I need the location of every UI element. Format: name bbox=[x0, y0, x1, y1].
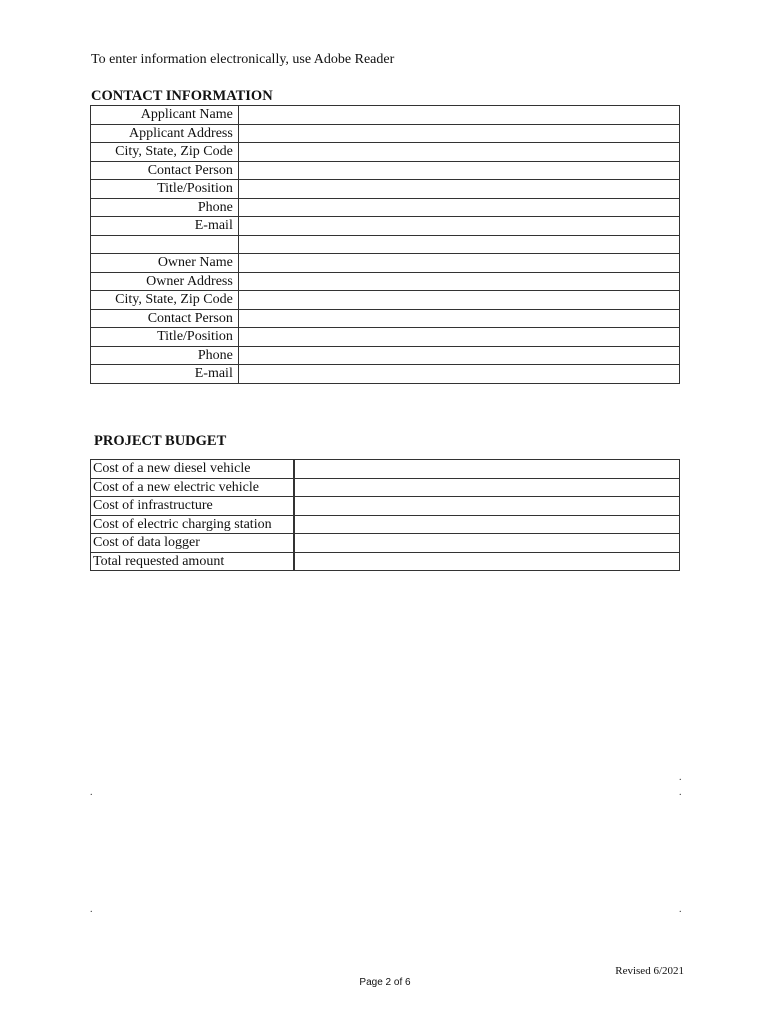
contact-row bbox=[91, 143, 680, 162]
contact-field-input[interactable] bbox=[241, 236, 674, 253]
contact-field-input[interactable] bbox=[241, 254, 674, 271]
contact-field-input[interactable] bbox=[241, 162, 674, 179]
contact-row bbox=[91, 309, 680, 328]
budget-field-label: Cost of data logger bbox=[91, 534, 294, 553]
budget-field-input[interactable] bbox=[297, 516, 674, 533]
contact-field-cell bbox=[238, 217, 679, 236]
contact-field-label: Contact Person bbox=[91, 161, 239, 180]
contact-row bbox=[91, 272, 680, 291]
revision-note: Revised 6/2021 bbox=[615, 965, 684, 977]
contact-row bbox=[91, 106, 680, 125]
contact-row bbox=[91, 161, 680, 180]
contact-row bbox=[91, 254, 680, 273]
contact-field-input[interactable] bbox=[241, 106, 674, 123]
budget-field-input[interactable] bbox=[297, 553, 674, 570]
budget-field-cell bbox=[294, 534, 680, 553]
contact-field-cell bbox=[238, 198, 679, 217]
budget-field-cell bbox=[294, 552, 680, 571]
instruction-text: To enter information electronically, use Adobe Reader bbox=[91, 52, 395, 67]
budget-field-cell bbox=[294, 478, 680, 497]
budget-field-input[interactable] bbox=[297, 497, 674, 514]
contact-information-heading: CONTACT INFORMATION bbox=[91, 88, 273, 104]
contact-field-cell bbox=[238, 328, 679, 347]
dot-mark: . bbox=[90, 787, 93, 798]
contact-field-cell bbox=[238, 235, 679, 254]
project-budget-heading: PROJECT BUDGET bbox=[94, 433, 227, 449]
contact-row bbox=[91, 365, 680, 384]
contact-row bbox=[91, 198, 680, 217]
contact-field-input[interactable] bbox=[241, 143, 674, 160]
contact-field-label: E-mail bbox=[91, 217, 239, 236]
contact-field-input[interactable] bbox=[241, 217, 674, 234]
contact-field-label: Title/Position bbox=[91, 180, 239, 199]
contact-field-input[interactable] bbox=[241, 199, 674, 216]
budget-field-cell bbox=[294, 497, 680, 516]
budget-field-cell bbox=[294, 515, 680, 534]
contact-field-input[interactable] bbox=[241, 347, 674, 364]
contact-row bbox=[91, 346, 680, 365]
dot-mark: . bbox=[90, 904, 93, 915]
contact-row bbox=[91, 235, 680, 254]
contact-field-cell bbox=[238, 106, 679, 125]
page-number: Page 2 of 6 bbox=[359, 977, 411, 988]
contact-field-cell bbox=[238, 272, 679, 291]
budget-field-label: Cost of a new electric vehicle bbox=[91, 478, 294, 497]
contact-field-label: Applicant Name bbox=[91, 106, 239, 125]
contact-field-cell bbox=[238, 180, 679, 199]
budget-field-cell bbox=[294, 460, 680, 479]
contact-field-cell bbox=[238, 291, 679, 310]
contact-field-label: City, State, Zip Code bbox=[91, 291, 239, 310]
dot-mark: . bbox=[679, 904, 682, 915]
contact-field-cell bbox=[238, 254, 679, 273]
contact-field-cell bbox=[238, 161, 679, 180]
contact-row bbox=[91, 180, 680, 199]
dot-mark: . bbox=[679, 787, 682, 798]
contact-field-cell bbox=[238, 309, 679, 328]
contact-field-label: Owner Name bbox=[91, 254, 239, 273]
contact-field-label: City, State, Zip Code bbox=[91, 143, 239, 162]
project-budget-table bbox=[90, 459, 680, 571]
contact-field-label: Owner Address bbox=[91, 272, 239, 291]
contact-field-label: Title/Position bbox=[91, 328, 239, 347]
budget-row bbox=[91, 460, 680, 479]
contact-field-cell bbox=[238, 124, 679, 143]
contact-row bbox=[91, 291, 680, 310]
budget-field-label: Cost of infrastructure bbox=[91, 497, 294, 516]
contact-field-input[interactable] bbox=[241, 180, 674, 197]
contact-field-cell bbox=[238, 346, 679, 365]
budget-field-label: Total requested amount bbox=[91, 552, 294, 571]
budget-field-label: Cost of electric charging station bbox=[91, 515, 294, 534]
contact-field-cell bbox=[238, 143, 679, 162]
contact-field-input[interactable] bbox=[241, 125, 674, 142]
contact-field-input[interactable] bbox=[241, 291, 674, 308]
contact-field-label: Phone bbox=[91, 346, 239, 365]
budget-field-label: Cost of a new diesel vehicle bbox=[91, 460, 294, 479]
contact-row bbox=[91, 124, 680, 143]
contact-row bbox=[91, 217, 680, 236]
budget-field-input[interactable] bbox=[297, 534, 674, 551]
budget-row bbox=[91, 497, 680, 516]
budget-field-input[interactable] bbox=[297, 479, 674, 496]
budget-field-input[interactable] bbox=[297, 460, 674, 477]
dot-mark: . bbox=[679, 772, 682, 783]
contact-field-label bbox=[91, 235, 239, 254]
contact-field-input[interactable] bbox=[241, 310, 674, 327]
budget-row bbox=[91, 552, 680, 571]
contact-field-label: Phone bbox=[91, 198, 239, 217]
contact-field-input[interactable] bbox=[241, 365, 674, 382]
contact-field-input[interactable] bbox=[241, 273, 674, 290]
budget-row bbox=[91, 478, 680, 497]
contact-field-cell bbox=[238, 365, 679, 384]
contact-field-label: Applicant Address bbox=[91, 124, 239, 143]
contact-field-label: E-mail bbox=[91, 365, 239, 384]
contact-row bbox=[91, 328, 680, 347]
contact-field-input[interactable] bbox=[241, 328, 674, 345]
budget-row bbox=[91, 534, 680, 553]
contact-field-label: Contact Person bbox=[91, 309, 239, 328]
contact-information-table bbox=[90, 105, 680, 384]
budget-row bbox=[91, 515, 680, 534]
